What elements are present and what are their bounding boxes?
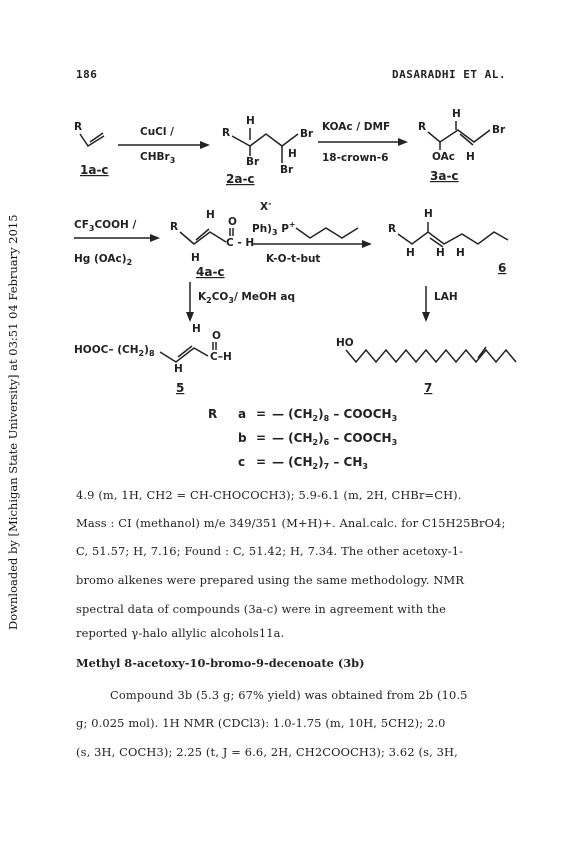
body-line-5: spectral data of compounds (3a-c) were in agreement with the <box>76 602 447 616</box>
svg-text:H: H <box>456 247 465 259</box>
svg-text:Br: Br <box>492 124 506 136</box>
arrow-step-3 <box>74 219 160 267</box>
svg-text:R: R <box>208 407 218 421</box>
body-line-3: C, 51.57; H, 7.16; Found : C, 51.42; H, 7.34. The other acetoxy-1- <box>76 544 464 558</box>
section-heading: Methyl 8-acetoxy-10-bromo-9-decenoate (3b) <box>76 656 365 670</box>
svg-text:R: R <box>388 223 397 235</box>
compound-7-structure <box>336 337 516 395</box>
label-5: 5 <box>176 381 185 395</box>
svg-text:=: = <box>256 407 267 421</box>
svg-text:— (CH2)6 – COOCH3: — $(CH_2)_6$ – $COOCH_3$ <box>272 431 398 447</box>
svg-text:c: c <box>238 455 246 469</box>
compound-3a-c-structure <box>418 108 506 183</box>
svg-text:— (CH2)8 – COOCH3: — $(CH_2)_8$ – $COOCH_3$ <box>272 407 398 423</box>
arrow-step-5 <box>186 282 295 322</box>
svg-text:HOOC– (CH2)8: HOOC– $(CH_2)_8$ <box>74 344 155 358</box>
arrow-step-4 <box>252 199 372 265</box>
svg-text:C - H: C - H <box>226 237 255 249</box>
svg-text:R: R <box>74 121 83 133</box>
reagent-cucl: CuCl / <box>140 126 174 138</box>
svg-text:H: H <box>288 148 297 160</box>
body-line-4: bromo alkenes were prepared using the same methodology. NMR <box>76 573 465 587</box>
body-line-2: Mass : CI (methanol) m/e 349/351 (M+H)+. Anal.calc. for C15H25BrO4; <box>76 516 506 530</box>
reagent-kotbu: K-O-t-but <box>266 253 321 265</box>
svg-text:=: = <box>256 431 267 445</box>
compound-4a-c-structure <box>170 209 254 279</box>
reagent-hgoac: Hg $(OAc)_2$ <box>74 253 133 267</box>
reagent-k2co3: $K_2CO_3/$ MeOH aq <box>198 291 295 305</box>
svg-text:O: O <box>228 216 237 228</box>
svg-text:a: a <box>238 407 247 421</box>
svg-text:— (CH2)7 – CH3: — $(CH_2)_7 - CH_3$ <box>272 455 368 471</box>
reagent-crown: 18-crown-6 <box>322 152 389 164</box>
svg-text:H: H <box>436 247 445 259</box>
running-title: DASARADHI ET AL. <box>392 68 506 81</box>
svg-text:OAc: OAc <box>432 151 455 163</box>
svg-text:H: H <box>246 115 255 127</box>
label-1a-c: 1a-c <box>80 163 109 177</box>
label-4a-c: 4a-c <box>196 265 225 279</box>
reagent-lah: LAH <box>434 291 458 303</box>
svg-text:Br: Br <box>300 128 314 140</box>
compound-1a-c-structure <box>74 121 109 177</box>
arrow-step-1 <box>118 126 210 165</box>
reagent-koac: KOAc / DMF <box>322 121 391 133</box>
svg-text:Br: Br <box>246 156 260 168</box>
svg-text:H: H <box>424 208 433 220</box>
paragraph-line-1: Compound 3b (5.3 g; 67% yield) was obtained from 2b (10.5 <box>110 688 468 702</box>
reagent-chbr3: CHBr$_3$ <box>140 151 176 165</box>
svg-text:H: H <box>406 247 415 259</box>
svg-text:H: H <box>466 151 475 163</box>
r-definitions <box>208 407 397 471</box>
compound-2a-c-structure <box>222 115 314 186</box>
label-6: 6 <box>498 261 507 275</box>
body-line-6: reported γ-halo allylic alcohols11a. <box>76 626 285 640</box>
compound-6-structure <box>388 208 508 275</box>
label-2a-c: 2a-c <box>226 172 255 186</box>
body-line-1: 4.9 (m, 1H, CH2 = CH-CHOCOCH3); 5.9-6.1 (m, 2H, CHBr=CH). <box>76 488 462 502</box>
download-notice: Downloaded by [Michigan State University] at 03:51 04 February 2015 <box>6 214 20 630</box>
label-3a-c: 3a-c <box>430 169 459 183</box>
page-number: 186 <box>76 68 98 81</box>
svg-text:C–H: C–H <box>210 351 232 363</box>
compound-5-structure <box>74 323 232 395</box>
reagent-x: X- <box>260 199 272 213</box>
reagent-cf3cooh: $CF_3COOH$ / <box>74 219 137 233</box>
svg-text:b: b <box>238 431 247 445</box>
arrow-step-6 <box>422 286 458 322</box>
svg-text:R: R <box>418 121 427 133</box>
paragraph-line-3: (s, 3H, COCH3); 2.25 (t, J = 6.6, 2H, CH2COOCH3); 3.62 (s, 3H, <box>76 745 458 759</box>
label-7: 7 <box>424 381 433 395</box>
svg-text:HO: HO <box>336 337 354 349</box>
paragraph-line-2: g; 0.025 mol). 1H NMR (CDCl3): 1.0-1.75 (m, 10H, 5CH2); 2.0 <box>76 716 446 730</box>
svg-text:=: = <box>256 455 267 469</box>
svg-text:R: R <box>222 127 231 139</box>
svg-text:H: H <box>191 252 200 264</box>
svg-text:H: H <box>174 363 183 375</box>
svg-text:R: R <box>170 221 179 233</box>
svg-text:H: H <box>206 209 215 221</box>
svg-text:H: H <box>192 323 201 335</box>
arrow-step-2 <box>318 121 408 164</box>
reagent-ylide: $Ph)_3$ P+ <box>252 220 296 237</box>
svg-text:H: H <box>452 108 461 120</box>
svg-text:Br: Br <box>280 164 294 176</box>
svg-text:O: O <box>212 330 221 342</box>
